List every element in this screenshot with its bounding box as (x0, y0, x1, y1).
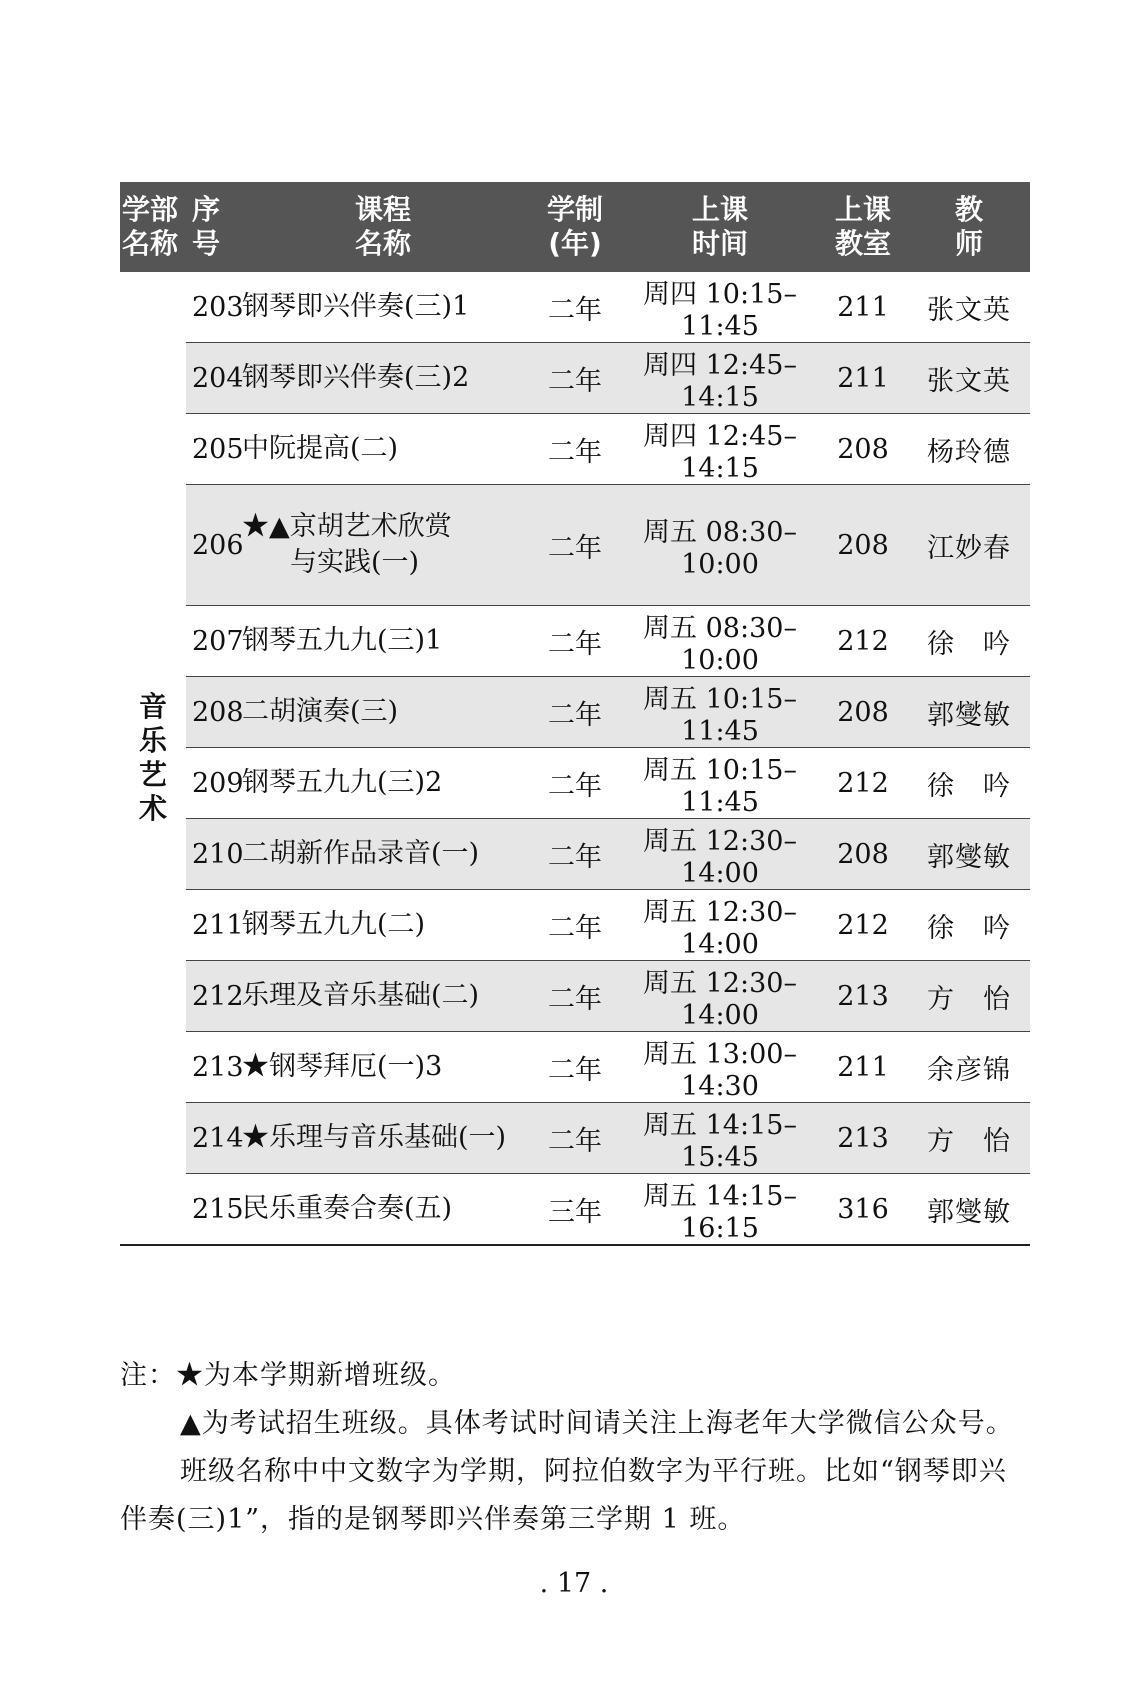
course-years: 二年 (528, 1103, 622, 1174)
course-teacher: 张文英 (908, 343, 1030, 414)
course-teacher: 徐 吟 (908, 890, 1030, 961)
course-teacher: 方 怡 (908, 1103, 1030, 1174)
course-name: 二胡新作品录音(一) (238, 819, 528, 890)
course-room: 211 (818, 343, 908, 414)
course-time: 周五 10:15–11:45 (622, 748, 818, 819)
header-seq-line1: 序 (192, 193, 221, 226)
course-years: 二年 (528, 343, 622, 414)
course-teacher: 郭燮敏 (908, 819, 1030, 890)
course-name: 民乐重奏合奏(五) (238, 1174, 528, 1246)
course-time: 周五 08:30–10:00 (622, 485, 818, 606)
header-course (238, 182, 528, 272)
table-row (120, 961, 1030, 1032)
course-teacher: 江妙春 (908, 485, 1030, 606)
department-cell (120, 272, 186, 1245)
header-teacher (908, 182, 1030, 272)
table-header (120, 182, 1030, 272)
page-number: . 17 . (539, 1568, 609, 1599)
course-years: 二年 (528, 606, 622, 677)
course-years: 二年 (528, 485, 622, 606)
table-row (120, 1174, 1030, 1246)
table-row (120, 343, 1030, 414)
course-number: 208 (186, 677, 238, 748)
course-time: 周五 12:30–14:00 (622, 961, 818, 1032)
header-years (528, 182, 622, 272)
course-number: 206 (186, 485, 238, 606)
table-row (120, 1103, 1030, 1174)
course-schedule-table (120, 182, 1030, 1246)
course-time: 周五 13:00–14:30 (622, 1032, 818, 1103)
table-body (120, 272, 1030, 1245)
course-time: 周四 12:45–14:15 (622, 414, 818, 485)
course-room: 316 (818, 1174, 908, 1246)
course-room: 208 (818, 485, 908, 606)
course-teacher: 郭燮敏 (908, 677, 1030, 748)
header-time (622, 182, 818, 272)
header-row (120, 182, 1030, 272)
course-time: 周五 12:30–14:00 (622, 890, 818, 961)
course-room: 211 (818, 272, 908, 343)
course-number: 204 (186, 343, 238, 414)
course-years: 二年 (528, 677, 622, 748)
course-teacher: 杨玲德 (908, 414, 1030, 485)
course-number: 203 (186, 272, 238, 343)
course-years: 二年 (528, 414, 622, 485)
table-row (120, 748, 1030, 819)
header-seq (186, 182, 238, 272)
course-time: 周五 10:15–11:45 (622, 677, 818, 748)
header-course-line2: 名称 (354, 227, 411, 260)
course-room: 208 (818, 677, 908, 748)
table-row (120, 819, 1030, 890)
course-years: 二年 (528, 819, 622, 890)
course-time: 周五 08:30–10:00 (622, 606, 818, 677)
course-name: 钢琴即兴伴奏(三)2 (238, 343, 528, 414)
course-time: 周四 10:15–11:45 (622, 272, 818, 343)
course-room: 208 (818, 819, 908, 890)
table-row (120, 677, 1030, 748)
course-name: 钢琴即兴伴奏(三)1 (238, 272, 528, 343)
course-name-line2: 与实践(一) (290, 547, 420, 578)
header-course-line1: 课程 (354, 193, 411, 226)
course-time: 周四 12:45–14:15 (622, 343, 818, 414)
course-time: 周五 12:30–14:00 (622, 819, 818, 890)
note-line-1: 注：★为本学期新增班级。 (120, 1360, 456, 1391)
course-number: 209 (186, 748, 238, 819)
course-time: 周五 14:15–15:45 (622, 1103, 818, 1174)
header-time-line2: 时间 (691, 227, 748, 260)
course-number: 211 (186, 890, 238, 961)
course-number: 212 (186, 961, 238, 1032)
course-teacher: 徐 吟 (908, 748, 1030, 819)
course-room: 212 (818, 748, 908, 819)
course-room: 208 (818, 414, 908, 485)
course-room: 213 (818, 1103, 908, 1174)
table-row (120, 272, 1030, 343)
course-number: 205 (186, 414, 238, 485)
table-row (120, 414, 1030, 485)
course-room: 212 (818, 890, 908, 961)
course-teacher: 方 怡 (908, 961, 1030, 1032)
table-row (120, 485, 1030, 606)
header-dept (120, 182, 186, 272)
header-teacher-line2: 师 (954, 227, 983, 260)
course-years: 二年 (528, 272, 622, 343)
course-name: ★乐理与音乐基础(一) (238, 1103, 528, 1174)
course-time: 周五 14:15–16:15 (622, 1174, 818, 1246)
course-years: 二年 (528, 961, 622, 1032)
header-seq-line2: 号 (192, 227, 221, 260)
course-name-line1: ★▲京胡艺术欣赏 (242, 511, 452, 542)
header-years-line1: 学制 (546, 193, 603, 226)
course-room: 213 (818, 961, 908, 1032)
course-name: 钢琴五九九(二) (238, 890, 528, 961)
course-name: 二胡演奏(三) (238, 677, 528, 748)
notes (120, 1352, 1030, 1544)
header-teacher-line1: 教 (954, 193, 983, 226)
course-name: 乐理及音乐基础(二) (238, 961, 528, 1032)
course-years: 二年 (528, 1032, 622, 1103)
table-row (120, 1032, 1030, 1103)
header-dept-line1: 学部 (122, 193, 179, 226)
header-years-line2: (年) (548, 227, 602, 260)
course-number: 213 (186, 1032, 238, 1103)
course-room: 212 (818, 606, 908, 677)
course-number: 215 (186, 1174, 238, 1246)
course-years: 二年 (528, 748, 622, 819)
header-room-line2: 教室 (834, 227, 891, 260)
department-name: 音乐艺术 (138, 690, 167, 825)
course-years: 二年 (528, 890, 622, 961)
table-row (120, 890, 1030, 961)
header-dept-line2: 名称 (122, 227, 179, 260)
course-teacher: 张文英 (908, 272, 1030, 343)
course-name: ★钢琴拜厄(一)3 (238, 1032, 528, 1103)
course-name: 钢琴五九九(三)2 (238, 748, 528, 819)
course-years: 三年 (528, 1174, 622, 1246)
table-row (120, 606, 1030, 677)
course-teacher: 徐 吟 (908, 606, 1030, 677)
note-line-3: 班级名称中中文数字为学期，阿拉伯数字为平行班。比如“钢琴即兴伴奏(三)1”，指的是钢琴即兴伴奏第三学期 1 班。 (120, 1456, 1007, 1535)
header-room-line1: 上课 (834, 193, 891, 226)
course-teacher: 余彦锦 (908, 1032, 1030, 1103)
course-teacher: 郭燮敏 (908, 1174, 1030, 1246)
course-name (238, 485, 528, 606)
course-number: 210 (186, 819, 238, 890)
note-line-2: ▲为考试招生班级。具体考试时间请关注上海老年大学微信公众号。 (180, 1408, 1014, 1439)
course-name: 中阮提高(二) (238, 414, 528, 485)
course-number: 214 (186, 1103, 238, 1174)
course-room: 211 (818, 1032, 908, 1103)
course-number: 207 (186, 606, 238, 677)
header-time-line1: 上课 (691, 193, 748, 226)
header-room (818, 182, 908, 272)
course-name: 钢琴五九九(三)1 (238, 606, 528, 677)
